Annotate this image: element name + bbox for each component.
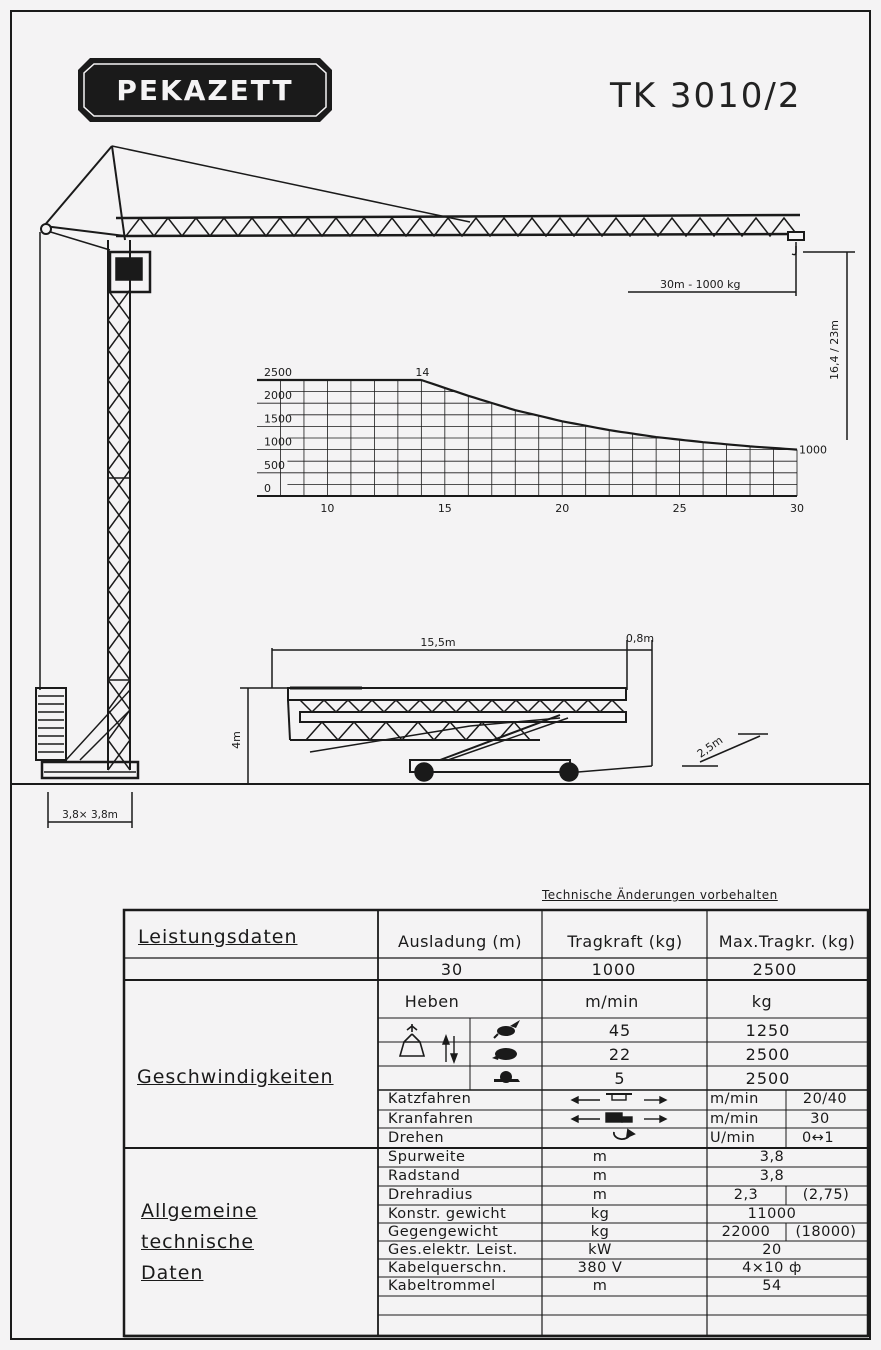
- general-row-label: Gegengewicht: [388, 1224, 499, 1240]
- general-row-value: 54: [762, 1278, 782, 1294]
- rabbit-icon: [494, 1020, 520, 1038]
- slewing-icon: [614, 1130, 634, 1139]
- general-row-value: 20: [762, 1242, 782, 1258]
- general-row-value: 11000: [747, 1206, 797, 1222]
- general-row-label: Ges.elektr. Leist.: [388, 1242, 518, 1258]
- transport-height-label: 4m: [230, 731, 243, 749]
- end-value-label: 1000: [799, 443, 827, 457]
- general-row-alt-value: (18000): [795, 1224, 857, 1240]
- general-row-value: 2,3: [733, 1187, 759, 1203]
- x-tick-label: 25: [672, 502, 687, 515]
- performance-title: Leistungsdaten: [138, 926, 298, 948]
- general-row-label: Spurweite: [388, 1149, 466, 1165]
- x-tick-label: 15: [437, 502, 452, 515]
- general-row-unit: kg: [590, 1206, 610, 1222]
- header-load: Tragkraft (kg): [567, 932, 683, 951]
- value-load: 1000: [591, 960, 637, 979]
- x-tick-label: 10: [320, 502, 335, 515]
- hoist-speed-3: 5: [614, 1069, 626, 1088]
- y-tick-label: 1500: [264, 412, 292, 426]
- general-row-label: Drehradius: [388, 1187, 473, 1203]
- hook-height-label: 16,4 / 23m: [828, 320, 841, 380]
- speeds-title: Geschwindigkeiten: [137, 1066, 334, 1088]
- y-tick-label: 500: [264, 458, 285, 472]
- general-row-value: 3,8: [759, 1168, 785, 1184]
- y-tick-label: 1000: [264, 435, 292, 449]
- value-radius: 30: [440, 960, 464, 979]
- up-down-arrows-icon: [443, 1036, 457, 1062]
- base-size-label: 3,8× 3,8m: [62, 809, 118, 821]
- hoist-load-icon: [400, 1024, 424, 1056]
- hoist-label: Heben: [404, 992, 460, 1011]
- general-row-value: 22000: [721, 1224, 771, 1240]
- general-title: Allgemeine technische Daten: [141, 1200, 258, 1284]
- hoist-speed-1: 45: [608, 1021, 632, 1040]
- trolley-travel-icon: [572, 1094, 666, 1103]
- value-max-load: 2500: [752, 960, 798, 979]
- peak-label: 14: [415, 366, 430, 379]
- general-row-label: Kabeltrommel: [388, 1278, 496, 1294]
- general-row-unit: m: [592, 1187, 608, 1203]
- general-row-value: 3,8: [759, 1149, 785, 1165]
- general-row-label: Radstand: [388, 1168, 461, 1184]
- hoist-speed-unit: m/min: [585, 992, 639, 1011]
- trolley-unit: m/min: [710, 1091, 759, 1107]
- general-row-unit: m: [592, 1149, 608, 1165]
- general-row-unit: 380 V: [577, 1260, 623, 1276]
- hoist-load-unit: kg: [751, 992, 773, 1011]
- general-row-value: 4×10 ф: [742, 1260, 802, 1276]
- general-row-unit: kW: [588, 1242, 612, 1258]
- general-row-label: Konstr. gewicht: [388, 1206, 507, 1222]
- y-tick-label: 0: [264, 482, 271, 495]
- transport-width-label: 2,5m: [694, 733, 726, 761]
- snail-icon: [494, 1071, 520, 1083]
- turtle-icon: [492, 1048, 517, 1060]
- general-row-alt-value: (2,75): [802, 1187, 850, 1203]
- jib-load-label: 30m - 1000 kg: [660, 278, 741, 291]
- x-tick-label: 20: [555, 502, 570, 515]
- hoist-load-2: 2500: [745, 1045, 791, 1064]
- changes-reserved-note: Technische Änderungen vorbehalten: [542, 888, 778, 902]
- y-tick-label: 2500: [264, 366, 292, 379]
- hoist-load-1: 1250: [745, 1021, 791, 1040]
- trolley-label: Katzfahren: [388, 1091, 472, 1107]
- general-row-label: Kabelquerschn.: [388, 1260, 508, 1276]
- transport-length-label: 15,5m: [420, 636, 456, 649]
- crane-travel-unit: m/min: [710, 1111, 759, 1127]
- header-max-load: Max.Tragkr. (kg): [718, 932, 856, 951]
- model-number: TK 3010/2: [610, 76, 802, 116]
- y-tick-label: 2000: [264, 389, 292, 403]
- slewing-unit: U/min: [710, 1130, 756, 1146]
- hoist-speed-2: 22: [608, 1045, 632, 1064]
- slewing-label: Drehen: [388, 1130, 445, 1146]
- trolley-value: 20/40: [802, 1091, 848, 1107]
- hoist-load-3: 2500: [745, 1069, 791, 1088]
- general-row-unit: m: [592, 1278, 608, 1294]
- crane-travel-label: Kranfahren: [388, 1111, 474, 1127]
- general-row-unit: m: [592, 1168, 608, 1184]
- x-tick-label: 30: [790, 502, 804, 515]
- general-row-unit: kg: [590, 1224, 610, 1240]
- logo-text: PEKAZETT: [116, 74, 294, 107]
- crane-travel-icon: [572, 1113, 666, 1122]
- crane-travel-value: 30: [810, 1111, 830, 1127]
- slewing-value: 0↔1: [801, 1130, 835, 1146]
- header-radius: Ausladung (m): [398, 932, 522, 951]
- transport-overhang-label: 0,8m: [625, 632, 655, 645]
